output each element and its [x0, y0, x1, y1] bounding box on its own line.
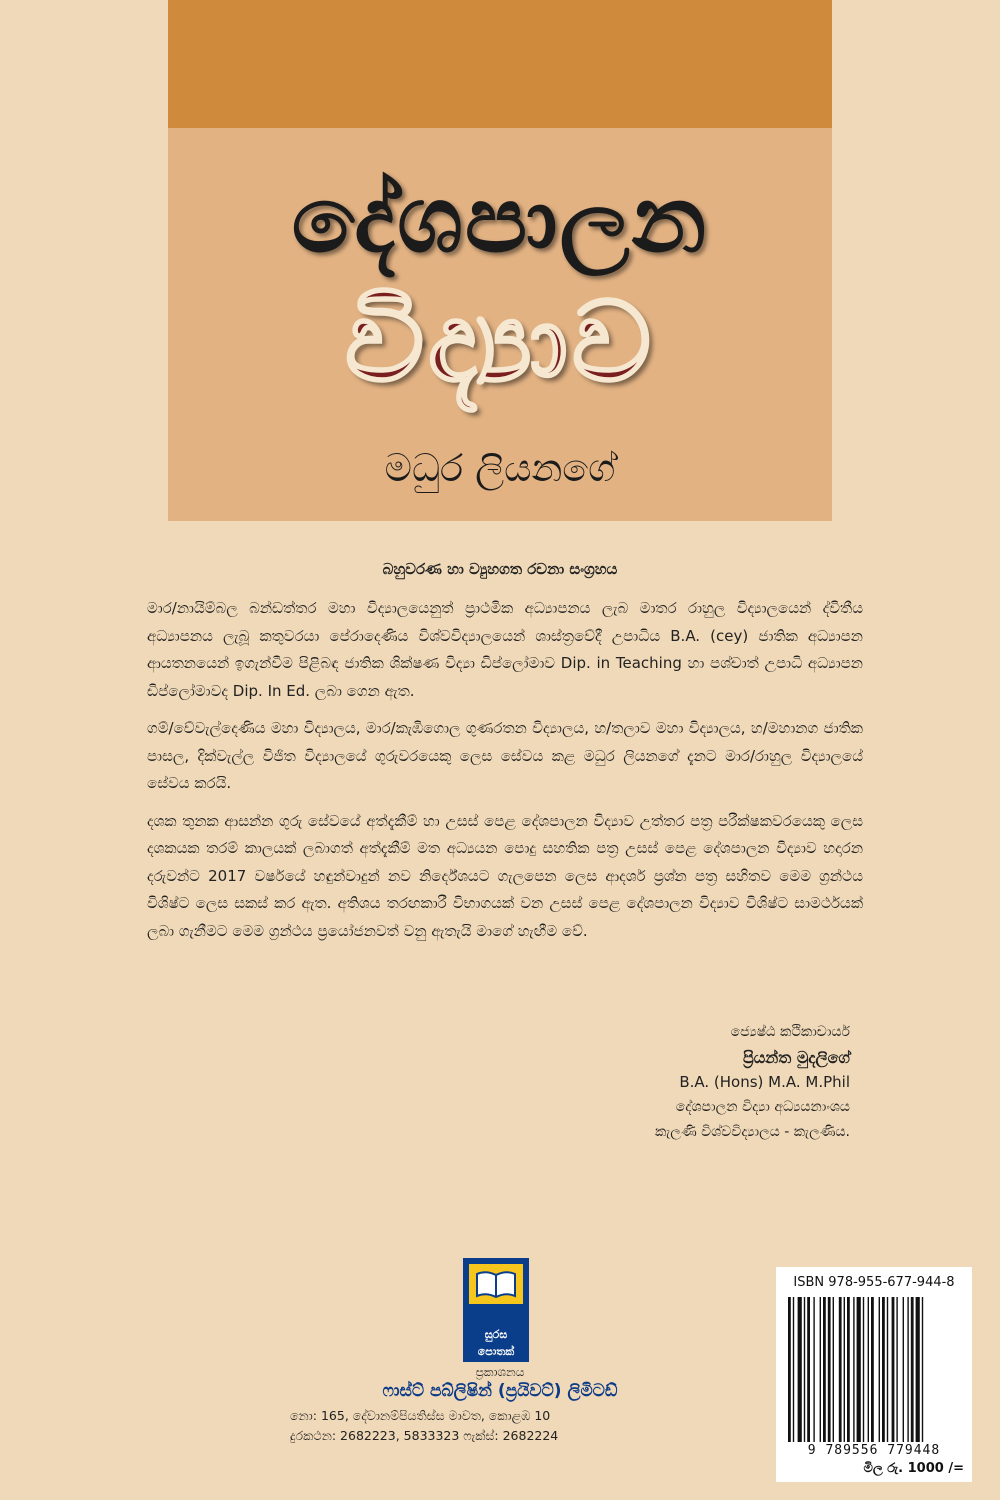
publisher-logo-icon [463, 1258, 529, 1326]
blurb-text [147, 595, 863, 955]
logo-text-line-1: සුරස [484, 1328, 508, 1341]
publisher-label: ප්‍රකාශනය [475, 1365, 525, 1379]
barcode-number: 9 789556 779448 [807, 1443, 941, 1458]
isbn-label: ISBN 978-955-677-944-8 [793, 1275, 955, 1290]
publisher-address: නො: 165, දේවානම්පියතිස්ස මාවත, කොළඹ 10 [290, 1408, 551, 1423]
publisher-phone: දුරකථන: 2682223, 5833323 ෆැක්ස්: 2682224 [290, 1428, 559, 1443]
blurb-paragraph-3: දශක තුනක ආසන්න ගුරු සේවයේ අත්දැකීම් හා උසස් පෙළ දේශපාලන විද්‍යාව උත්තර පත්‍ර පරීක්ෂකවරයෙකු ලෙස දශකයක තරම් කාලයක් ලබාගත් අත්දැකීම් මත අධ්‍යයන පොදු සහතික පත්‍ර උසස් පෙළ දේශපාලන විද්‍යාව හදාරන දරුවන්ට 2017 වර්ෂයේ හඳුන්වාදුන් නව නිර්දේශයට ගැලපෙන ලෙස ආදර්ශ ප්‍රශ්න පත්‍ර සහිතව මෙම ග්‍රන්ථය විශිෂ්ට ලෙස සකස් කර ඇත. අතිශය තරඟකාරී විභාගයක් වන උසස් පෙළ දේශපාලන විද්‍යාව විශිෂ්ට සාමර්ථයක් ලබා ගැනීමට මෙම ග්‍රන්ථය ප්‍රයෝජනවත් වනු ඇතැයි මාගේ හැඟීම වේ. [147, 811, 863, 940]
publisher-logo-text [463, 1326, 529, 1362]
publisher-name: ෆාස්ට් පබ්ලිෂින් (ප්‍රයිවට්) ලිමිටඩ් [382, 1381, 618, 1401]
blurb-paragraph-1: මාර/නායිම්බල බන්ඩත්තර මහා විද්‍යාලයෙනුත් ප්‍රාථමික අධ්‍යාපනය ලැබ මාතර රාහුල විද්‍යාලයෙන් ද්විතීය අධ්‍යාපනය ලැබූ කතුවරයා පේරාදෙණිය විශ්වවිද්‍යාලයෙන් ශාස්ත්‍රවේදී උපාධිය B.A. (cey) ජාතික අධ්‍යාපන ආයතනයෙන් ඉගැන්වීම පිළිබඳ ජාතික ශික්ෂණ විද්‍යා ඩිප්ලෝමාව Dip. in Teaching හා පශ්චාත් උපාධි අධ්‍යාපන ඩිප්ලෝමාවද Dip. In Ed. ලබා ගෙන ඇත. [147, 599, 863, 700]
book-subtitle: බහුවරණ හා ව්‍යුහගත රචනා සංග්‍රහය [382, 560, 618, 578]
book-title-line-1: දේශපාලන [291, 166, 709, 273]
blurb-paragraph-2: ගම්/වේවැල්දෙණිය මහා විද්‍යාලය, මාර/කැඹිගොල ගුණරතන විද්‍යාලය, හ/තලාව මහා විද්‍යාලය, හ/මහානග ජාතික පාසල, දික්වැල්ල විජිත විද්‍යාලයේ ගුරුවරයෙකු ලෙස සේවය කළ මධුර ලියනගේ දැනට මාර/රාහුල විද්‍යාලයේ සේවය කරයි. [147, 719, 863, 792]
isbn-barcode-box [776, 1267, 972, 1482]
publisher-contact [290, 1406, 558, 1446]
reviewer-block [655, 1020, 850, 1145]
book-icon [475, 1270, 517, 1298]
reviewer-name: ප්‍රියන්ත මුදලිගේ [742, 1048, 850, 1067]
logo-text-line-2: පොතක් [477, 1345, 515, 1358]
reviewer-department: දේශපාලන විද්‍යා අධ්‍යයනාංශය [675, 1099, 850, 1115]
barcode-icon [784, 1297, 964, 1442]
title-block [168, 128, 832, 521]
reviewer-degrees: B.A. (Hons) M.A. M.Phil [679, 1073, 850, 1091]
reviewer-university: කැලණි විශ්වවිද්‍යාලය - කැලණිය. [654, 1124, 850, 1140]
reviewer-role: ජ්‍යෙෂ්ඨ කථිකාචාර්ය [730, 1024, 850, 1040]
author-name: මධුර ලියනගේ [384, 446, 616, 490]
book-title-line-2: විද්‍යාව [345, 278, 655, 406]
price-label: මිල රු. 1000 /= [863, 1461, 964, 1476]
cover-top-band [168, 0, 832, 128]
